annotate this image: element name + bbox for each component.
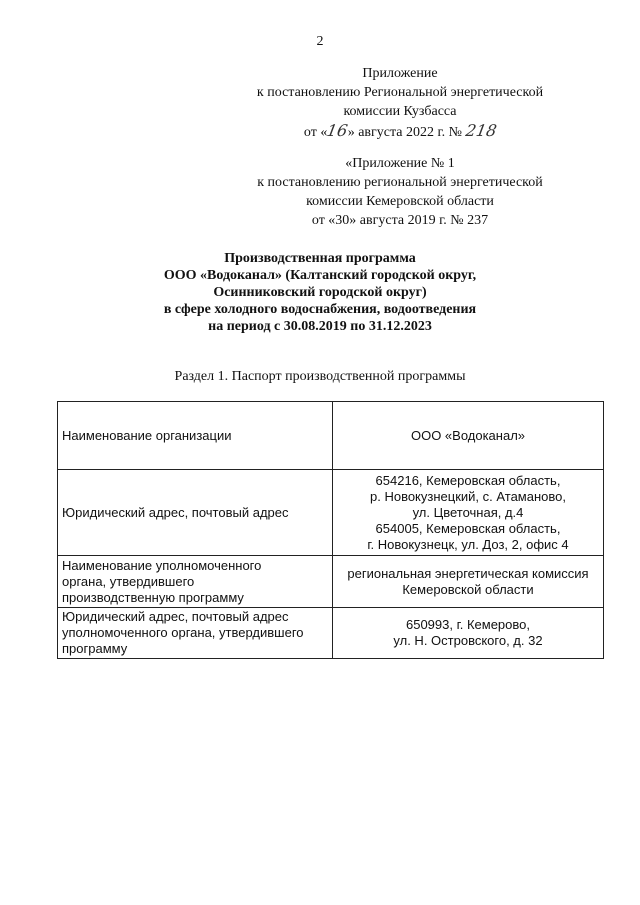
label-line: производственную программу bbox=[62, 589, 244, 605]
table-cell-value bbox=[333, 608, 604, 659]
appendix-current-line3: комиссии Кузбасса bbox=[343, 104, 457, 119]
table-row bbox=[58, 470, 604, 556]
table-cell-label bbox=[58, 556, 333, 608]
label-line: органа, утвердившего bbox=[62, 573, 195, 589]
handwritten-number: 218 bbox=[463, 121, 498, 140]
section-heading: Раздел 1. Паспорт производственной программы bbox=[174, 369, 466, 384]
table-cell-value bbox=[333, 556, 604, 608]
appendix-original-block bbox=[220, 154, 580, 230]
value-line: ул. Н. Островского, д. 32 bbox=[393, 633, 543, 648]
table-cell-value: ООО «Водоканал» bbox=[333, 402, 604, 470]
table-row bbox=[58, 402, 604, 470]
table-cell-label: Наименование организации bbox=[58, 402, 333, 470]
appendix-current-date-line bbox=[220, 121, 580, 142]
program-title-line2: ООО «Водоканал» (Калтанский городской округ, bbox=[163, 268, 477, 283]
value-line: 654005, Кемеровская область, bbox=[375, 520, 561, 536]
label-line: Наименование уполномоченного bbox=[62, 557, 262, 573]
label-line: уполномоченного органа, утвердившего bbox=[62, 625, 304, 640]
value-line: 654216, Кемеровская область, bbox=[375, 472, 561, 488]
value-line: р. Новокузнецкий, с. Атаманово, bbox=[370, 488, 566, 504]
passport-table bbox=[57, 401, 604, 659]
appendix-original-line3: комиссии Кемеровской области bbox=[306, 194, 494, 209]
label-line: Юридический адрес, почтовый адрес bbox=[62, 609, 289, 624]
table-cell-label: Юридический адрес, почтовый адрес bbox=[58, 470, 333, 556]
appendix-original-line1: «Приложение № 1 bbox=[345, 156, 455, 171]
page-number: 2 bbox=[316, 34, 324, 49]
table-cell-value bbox=[333, 470, 604, 556]
table-cell-label bbox=[58, 608, 333, 659]
value-line: ул. Цветочная, д.4 bbox=[412, 504, 524, 520]
value-line: Кемеровской области bbox=[402, 581, 534, 597]
appendix-current-line2: к постановлению Региональной энергетической bbox=[256, 85, 544, 100]
label-line: программу bbox=[62, 641, 128, 656]
date-middle: » августа 2022 г. № bbox=[347, 125, 463, 140]
appendix-original-line4: от «30» августа 2019 г. № 237 bbox=[311, 213, 489, 228]
appendix-current-line1: Приложение bbox=[362, 66, 438, 81]
appendix-original-line2: к постановлению региональной энергетической bbox=[257, 175, 543, 190]
handwritten-day: 16 bbox=[325, 121, 350, 140]
program-title-line1: Производственная программа bbox=[224, 251, 416, 266]
program-title-line4: в сфере холодного водоснабжения, водоотведения bbox=[163, 302, 477, 317]
date-prefix: от « bbox=[303, 125, 328, 140]
program-title-line5: на период с 30.08.2019 по 31.12.2023 bbox=[208, 319, 432, 334]
table-row bbox=[58, 556, 604, 608]
appendix-current-block bbox=[220, 64, 580, 142]
value-line: региональная энергетическая комиссия bbox=[347, 565, 589, 581]
table-row bbox=[58, 608, 604, 659]
value-line: 650993, г. Кемерово, bbox=[405, 617, 530, 632]
program-title bbox=[100, 250, 540, 335]
program-title-line3: Осинниковский городской округ) bbox=[213, 285, 427, 300]
value-line: г. Новокузнецк, ул. Доз, 2, офис 4 bbox=[367, 536, 569, 552]
